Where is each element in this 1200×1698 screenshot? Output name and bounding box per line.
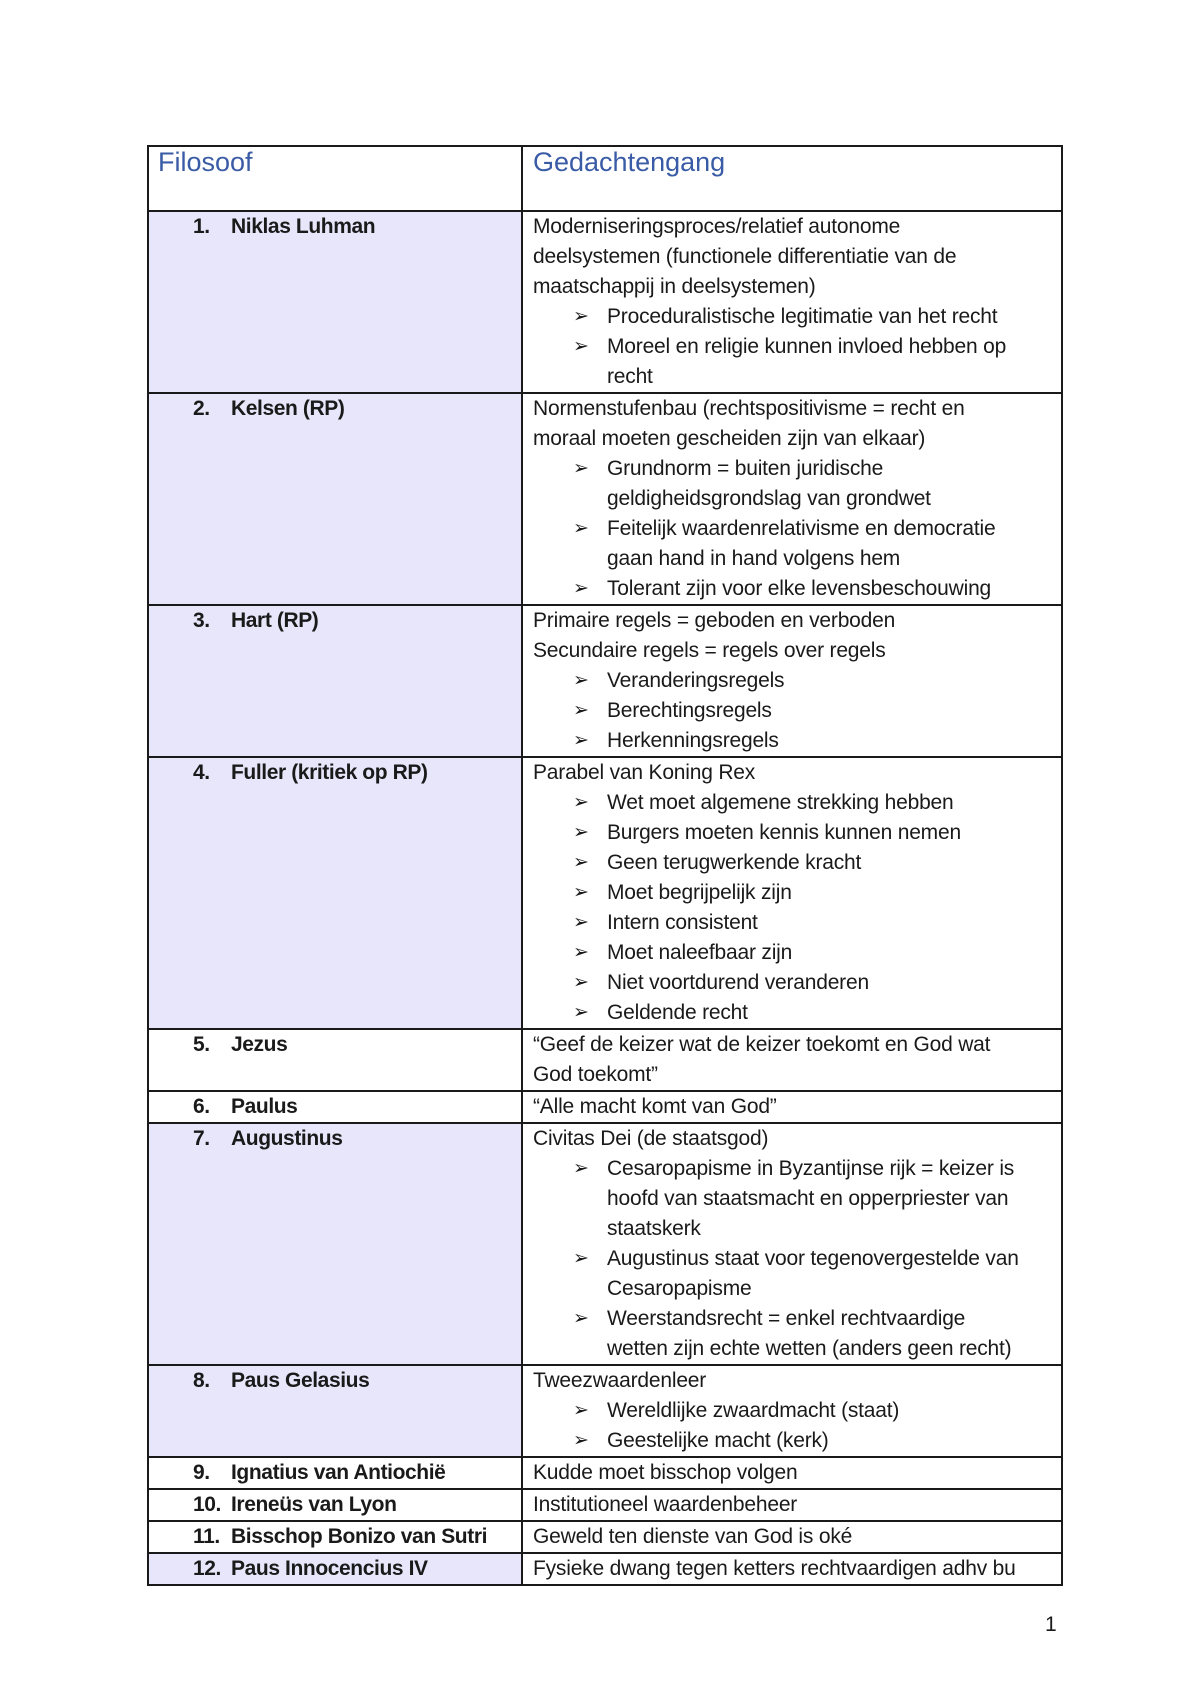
- philosopher-name: [149, 394, 521, 424]
- thought-description: [523, 1554, 1061, 1584]
- description-line: Kudde moet bisschop volgen: [533, 1461, 798, 1484]
- bullet-text: recht: [607, 365, 653, 388]
- thought-description: [523, 1092, 1061, 1122]
- bullet-item: [533, 332, 1055, 392]
- arrow-bullet-icon: ➢: [573, 972, 589, 993]
- philosopher-cell: [148, 1091, 522, 1123]
- bullet-item: [533, 1154, 1055, 1244]
- arrow-bullet-icon: ➢: [573, 1002, 589, 1023]
- description-line: “Geef de keizer wat de keizer toekomt en God wat: [533, 1033, 991, 1056]
- philosopher-name-text: Ignatius van Antiochië: [231, 1461, 446, 1484]
- table-row: [148, 1365, 1062, 1457]
- description-line: maatschappij in deelsystemen): [533, 275, 816, 298]
- philosopher-name-text: Jezus: [231, 1033, 288, 1056]
- bullet-item: [533, 1244, 1055, 1304]
- table-row: [148, 1029, 1062, 1091]
- row-number: 6.: [193, 1095, 210, 1118]
- philosopher-name: [149, 1124, 521, 1154]
- thought-cell: [522, 1521, 1062, 1553]
- bullet-text: Niet voortdurend veranderen: [607, 971, 869, 994]
- bullet-text: Moet begrijpelijk zijn: [607, 881, 792, 904]
- arrow-bullet-icon: ➢: [573, 730, 589, 751]
- description-line: Normenstufenbau (rechtspositivisme = recht en: [533, 397, 965, 420]
- bullet-item: [533, 1304, 1055, 1364]
- bullet-text: gaan hand in hand volgens hem: [607, 547, 901, 570]
- bullet-list: [533, 302, 1055, 392]
- philosopher-name: [149, 606, 521, 636]
- row-number: 11.: [193, 1525, 220, 1548]
- table-header-row: [148, 146, 1062, 211]
- thought-description: [523, 1522, 1061, 1552]
- description-line: Secundaire regels = regels over regels: [533, 639, 886, 662]
- bullet-text: geldigheidsgrondslag van grondwet: [607, 487, 931, 510]
- arrow-bullet-icon: ➢: [573, 792, 589, 813]
- arrow-bullet-icon: ➢: [573, 336, 589, 357]
- philosopher-name-text: Paulus: [231, 1095, 298, 1118]
- table-row: [148, 211, 1062, 393]
- bullet-text: Intern consistent: [607, 911, 758, 934]
- philosophers-table: [147, 145, 1063, 1586]
- arrow-bullet-icon: ➢: [573, 1248, 589, 1269]
- arrow-bullet-icon: ➢: [573, 1430, 589, 1451]
- description-line: moraal moeten gescheiden zijn van elkaar): [533, 427, 926, 450]
- bullet-list: [533, 1396, 1055, 1456]
- table-row: [148, 1123, 1062, 1365]
- arrow-bullet-icon: ➢: [573, 306, 589, 327]
- bullet-item: [533, 302, 1055, 332]
- thought-description: [523, 1490, 1061, 1520]
- thought-cell: [522, 605, 1062, 757]
- bullet-text: Cesaropapisme in Byzantijnse rijk = keizer is: [607, 1157, 1015, 1180]
- table-row: [148, 757, 1062, 1029]
- bullet-item: [533, 1426, 1055, 1456]
- bullet-text: Burgers moeten kennis kunnen nemen: [607, 821, 961, 844]
- philosopher-cell: [148, 211, 522, 393]
- bullet-item: [533, 666, 1055, 696]
- philosopher-name-text: Paus Gelasius: [231, 1369, 370, 1392]
- row-number: 1.: [193, 215, 210, 238]
- philosopher-name-text: Bisschop Bonizo van Sutri: [231, 1525, 488, 1548]
- bullet-item: [533, 574, 1055, 604]
- bullet-text: Cesaropapisme: [607, 1277, 752, 1300]
- description-line: Institutioneel waardenbeheer: [533, 1493, 798, 1516]
- arrow-bullet-icon: ➢: [573, 518, 589, 539]
- thought-description: [523, 212, 1061, 392]
- arrow-bullet-icon: ➢: [573, 822, 589, 843]
- thought-cell: [522, 211, 1062, 393]
- arrow-bullet-icon: ➢: [573, 1308, 589, 1329]
- philosopher-name: [149, 758, 521, 788]
- philosopher-cell: [148, 1553, 522, 1585]
- bullet-item: [533, 908, 1055, 938]
- table-body: [148, 146, 1062, 1585]
- table-row: [148, 1521, 1062, 1553]
- bullet-text: Geestelijke macht (kerk): [607, 1429, 829, 1452]
- bullet-text: Berechtingsregels: [607, 699, 772, 722]
- philosopher-name: [149, 1522, 521, 1552]
- bullet-text: Feitelijk waardenrelativisme en democratie: [607, 517, 996, 540]
- bullet-text: Geldende recht: [607, 1001, 748, 1024]
- philosopher-name: [149, 1366, 521, 1396]
- philosopher-cell: [148, 1489, 522, 1521]
- description-line: Tweezwaardenleer: [533, 1369, 707, 1392]
- philosopher-cell: [148, 393, 522, 605]
- bullet-text: Moet naleefbaar zijn: [607, 941, 793, 964]
- bullet-text: Tolerant zijn voor elke levensbeschouwing: [607, 577, 992, 600]
- bullet-text: Wereldlijke zwaardmacht (staat): [607, 1399, 900, 1422]
- arrow-bullet-icon: ➢: [573, 852, 589, 873]
- thought-description: [523, 1124, 1061, 1364]
- philosopher-cell: [148, 1457, 522, 1489]
- bullet-item: [533, 848, 1055, 878]
- philosopher-name: [149, 1490, 521, 1520]
- bullet-item: [533, 878, 1055, 908]
- description-line: “Alle macht komt van God”: [533, 1095, 777, 1118]
- thought-cell: [522, 757, 1062, 1029]
- description-line: God toekomt”: [533, 1063, 658, 1086]
- philosopher-cell: [148, 1521, 522, 1553]
- arrow-bullet-icon: ➢: [573, 700, 589, 721]
- row-number: 4.: [193, 761, 210, 784]
- thought-cell: [522, 1457, 1062, 1489]
- bullet-item: [533, 696, 1055, 726]
- table-row: [148, 605, 1062, 757]
- thought-description: [523, 1366, 1061, 1456]
- bullet-text: Wet moet algemene strekking hebben: [607, 791, 954, 814]
- thought-cell: [522, 1123, 1062, 1365]
- row-number: 3.: [193, 609, 210, 632]
- row-number: 2.: [193, 397, 210, 420]
- description-line: Fysieke dwang tegen ketters rechtvaardigen adhv bu: [533, 1557, 1016, 1580]
- thought-cell: [522, 393, 1062, 605]
- philosopher-name: [149, 1030, 521, 1060]
- description-line: deelsystemen (functionele differentiatie van de: [533, 245, 957, 268]
- bullet-text: Grundnorm = buiten juridische: [607, 457, 884, 480]
- arrow-bullet-icon: ➢: [573, 578, 589, 599]
- philosopher-cell: [148, 1365, 522, 1457]
- row-number: 8.: [193, 1369, 210, 1392]
- bullet-list: [533, 788, 1055, 1028]
- bullet-item: [533, 514, 1055, 574]
- thought-cell: [522, 1365, 1062, 1457]
- bullet-text: Augustinus staat voor tegenovergestelde van: [607, 1247, 1019, 1270]
- thought-cell: [522, 1489, 1062, 1521]
- philosopher-name-text: Hart (RP): [231, 609, 319, 632]
- row-number: 10.: [193, 1493, 221, 1516]
- thought-description: [523, 1030, 1061, 1090]
- thought-description: [523, 1458, 1061, 1488]
- header-filosoof: Filosoof: [158, 147, 253, 177]
- description-line: Geweld ten dienste van God is oké: [533, 1525, 853, 1548]
- philosopher-name: [149, 212, 521, 242]
- row-number: 12.: [193, 1557, 221, 1580]
- philosopher-cell: [148, 757, 522, 1029]
- bullet-item: [533, 968, 1055, 998]
- thought-description: [523, 758, 1061, 1028]
- bullet-item: [533, 998, 1055, 1028]
- philosopher-name-text: Augustinus: [231, 1127, 343, 1150]
- header-gedachtengang: Gedachtengang: [533, 147, 726, 177]
- philosopher-name-text: Kelsen (RP): [231, 397, 345, 420]
- bullet-text: Proceduralistische legitimatie van het recht: [607, 305, 998, 328]
- bullet-item: [533, 788, 1055, 818]
- row-number: 5.: [193, 1033, 210, 1056]
- bullet-text: wetten zijn echte wetten (anders geen recht): [607, 1337, 1012, 1360]
- arrow-bullet-icon: ➢: [573, 1158, 589, 1179]
- arrow-bullet-icon: ➢: [573, 882, 589, 903]
- arrow-bullet-icon: ➢: [573, 1400, 589, 1421]
- bullet-item: [533, 1396, 1055, 1426]
- bullet-text: Herkenningsregels: [607, 729, 779, 752]
- philosopher-cell: [148, 605, 522, 757]
- philosopher-name-text: Fuller (kritiek op RP): [231, 761, 428, 784]
- philosopher-cell: [148, 1029, 522, 1091]
- bullet-text: Veranderingsregels: [607, 669, 785, 692]
- philosopher-name-text: Paus Innocencius IV: [231, 1557, 428, 1580]
- thought-cell: [522, 1091, 1062, 1123]
- thought-cell: [522, 1029, 1062, 1091]
- bullet-list: [533, 454, 1055, 604]
- bullet-item: [533, 818, 1055, 848]
- thought-cell: [522, 1553, 1062, 1585]
- description-line: Parabel van Koning Rex: [533, 761, 756, 784]
- bullet-text: Moreel en religie kunnen invloed hebben op: [607, 335, 1007, 358]
- thought-description: [523, 394, 1061, 604]
- bullet-item: [533, 454, 1055, 514]
- bullet-item: [533, 726, 1055, 756]
- description-line: Civitas Dei (de staatsgod): [533, 1127, 769, 1150]
- bullet-text: Geen terugwerkende kracht: [607, 851, 862, 874]
- table-row: [148, 393, 1062, 605]
- arrow-bullet-icon: ➢: [573, 670, 589, 691]
- table-row: [148, 1553, 1062, 1585]
- row-number: 7.: [193, 1127, 210, 1150]
- header-cell-gedachtengang: [522, 146, 1062, 211]
- bullet-text: Weerstandsrecht = enkel rechtvaardige: [607, 1307, 966, 1330]
- description-line: Primaire regels = geboden en verboden: [533, 609, 896, 632]
- table-row: [148, 1489, 1062, 1521]
- bullet-text: hoofd van staatsmacht en opperpriester van: [607, 1187, 1009, 1210]
- arrow-bullet-icon: ➢: [573, 458, 589, 479]
- philosopher-name: [149, 1554, 521, 1584]
- philosopher-name: [149, 1092, 521, 1122]
- table-row: [148, 1457, 1062, 1489]
- description-line: Moderniseringsproces/relatief autonome: [533, 215, 901, 238]
- page-number: 1: [1045, 1613, 1057, 1636]
- philosopher-name-text: Ireneüs van Lyon: [231, 1493, 397, 1516]
- header-cell-filosoof: [148, 146, 522, 211]
- philosopher-cell: [148, 1123, 522, 1365]
- philosopher-name-text: Niklas Luhman: [231, 215, 376, 238]
- philosopher-name: [149, 1458, 521, 1488]
- table-row: [148, 1091, 1062, 1123]
- bullet-item: [533, 938, 1055, 968]
- arrow-bullet-icon: ➢: [573, 942, 589, 963]
- bullet-text: staatskerk: [607, 1217, 701, 1240]
- bullet-list: [533, 1154, 1055, 1364]
- thought-description: [523, 606, 1061, 756]
- arrow-bullet-icon: ➢: [573, 912, 589, 933]
- bullet-list: [533, 666, 1055, 756]
- row-number: 9.: [193, 1461, 210, 1484]
